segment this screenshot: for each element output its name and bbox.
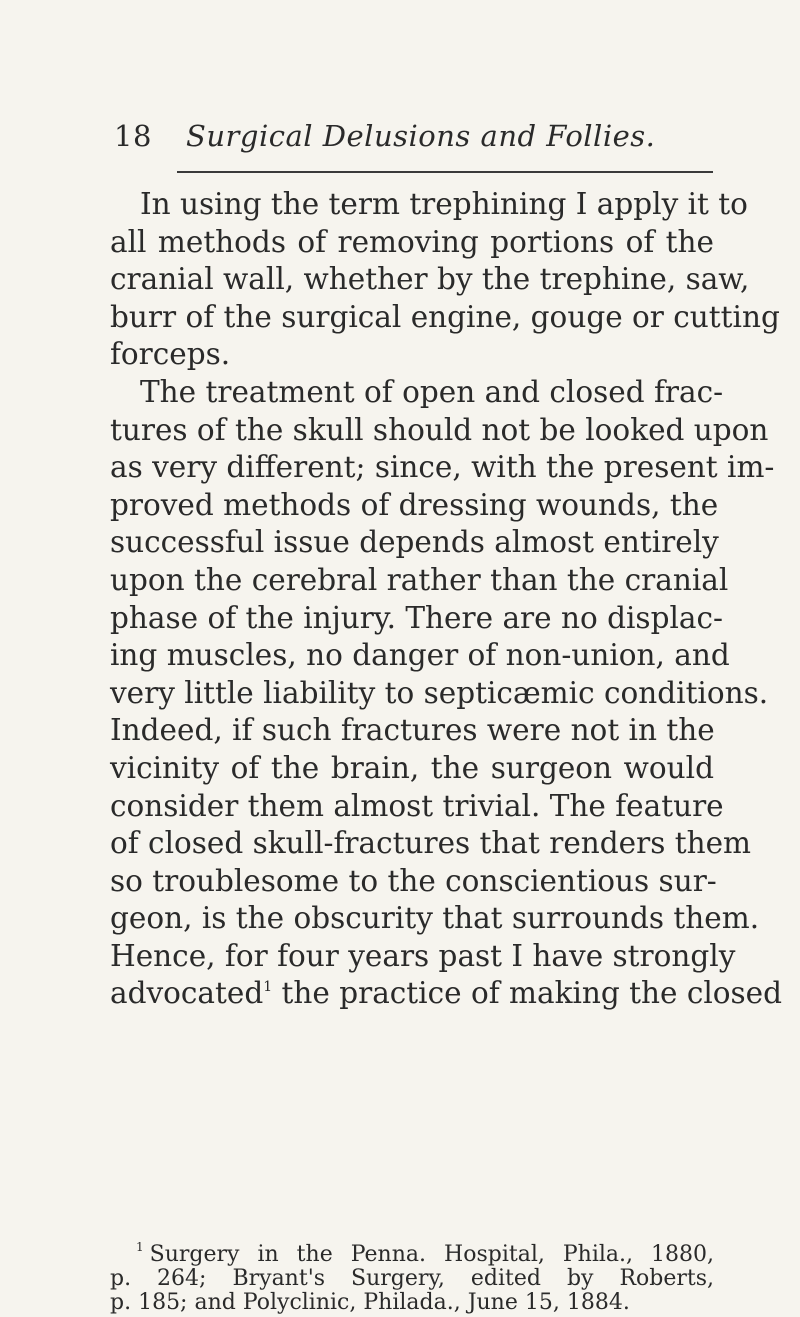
running-title: Surgical Delusions and Follies.: [186, 119, 656, 153]
text-line: In using the term trephining I apply it to: [140, 187, 748, 221]
text-line: phase of the injury. There are no displac-: [110, 600, 723, 635]
text-line-with-footnote-ref: [110, 975, 783, 1013]
footnote-line: [110, 1240, 714, 1267]
footnote-text: Surgery in the Penna. Hospital, Phila., 1880,: [149, 1242, 714, 1267]
text-line: upon the cerebral rather than the cranial: [110, 562, 729, 597]
text-line: Indeed, if such fractures were not in the: [110, 713, 715, 748]
page-number: 18: [114, 119, 152, 153]
text-line: ing muscles, no danger of non-union, and: [110, 638, 730, 673]
text-fragment: the practice of making the closed: [272, 976, 783, 1011]
text-line: successful issue depends almost entirely: [110, 525, 719, 560]
text-line: proved methods of dressing wounds, the: [110, 487, 719, 522]
footnote-marker: 1: [136, 1240, 144, 1254]
text-fragment: advocated: [110, 976, 264, 1011]
text-line: Hence, for four years past I have strongly: [110, 938, 736, 973]
text-line: all methods of removing portions of the: [110, 224, 714, 259]
text-line: consider them almost trivial. The feature: [110, 788, 724, 823]
text-line: cranial wall, whether by the trephine, saw,: [110, 262, 750, 297]
footnote-line: p. 185; and Polyclinic, Philada., June 15, 1884.: [110, 1290, 630, 1315]
footnote-line: p. 264; Bryant's Surgery, edited by Roberts,: [110, 1266, 714, 1291]
text-line: so troublesome to the conscientious sur-: [110, 863, 717, 898]
header-rule: [177, 171, 713, 173]
text-line: vicinity of the brain, the surgeon would: [110, 750, 714, 785]
text-line: forceps.: [110, 337, 231, 372]
footnote: [110, 1240, 714, 1315]
text-line: geon, is the obscurity that surrounds them.: [110, 901, 760, 936]
body-text: [110, 186, 783, 1013]
running-head: [114, 119, 714, 153]
text-line: as very different; since, with the present im-: [110, 450, 775, 485]
text-line: of closed skull-fractures that renders them: [110, 826, 752, 861]
text-line: tures of the skull should not be looked upon: [110, 412, 769, 447]
footnote-reference[interactable]: 1: [263, 979, 273, 996]
text-line: The treatment of open and closed frac-: [140, 374, 724, 409]
text-line: burr of the surgical engine, gouge or cutting: [110, 299, 780, 334]
text-line: very little liability to septicæmic conditions.: [110, 675, 769, 710]
